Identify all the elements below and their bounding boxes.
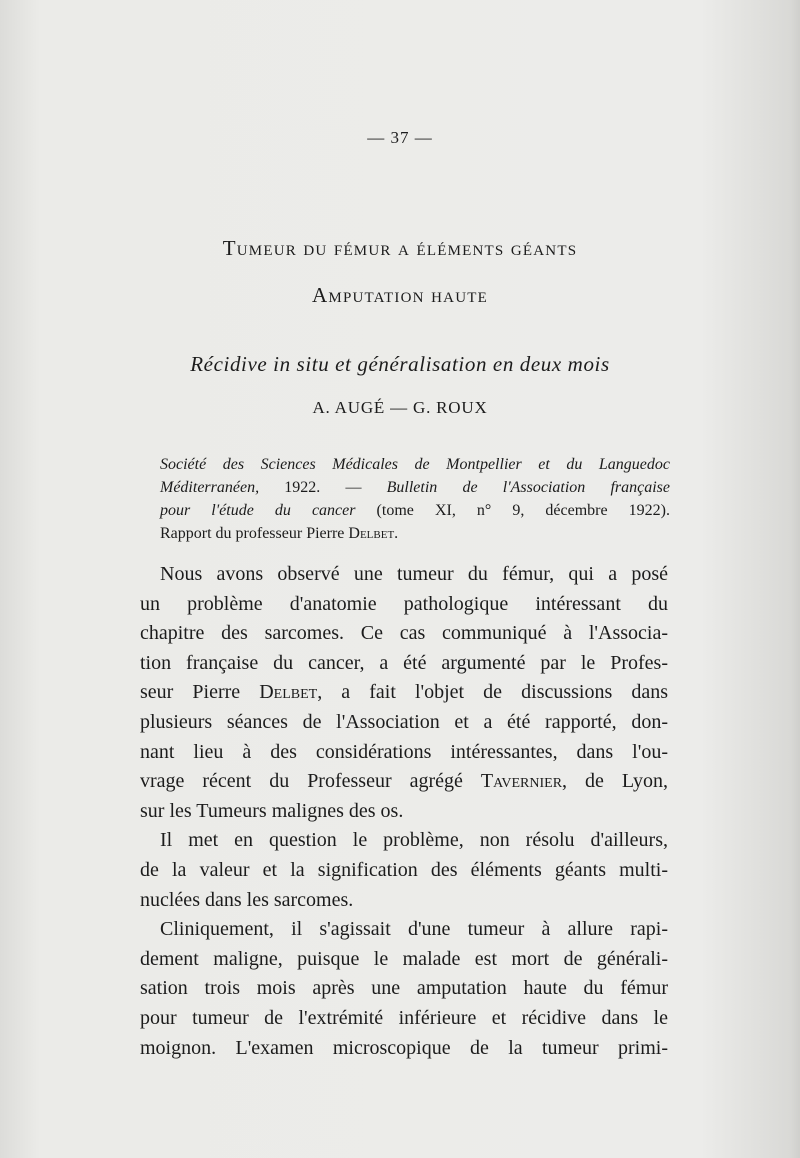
text-fragment: vrage récent du Professeur agrégé [140, 770, 481, 793]
text-line: sation trois mois après une amputation haute du fémur [140, 977, 668, 1000]
reference-period: . [394, 525, 399, 542]
text-fragment: seur Pierre [140, 681, 260, 704]
text-line: un problème d'anatomie pathologique intéressant du [140, 592, 668, 615]
text-line: de la valeur et la signification des éléments géants multi- [140, 858, 668, 881]
body-text [140, 560, 668, 1063]
article-title-line-1: Tumeur du fémur a éléments géants [222, 236, 578, 260]
authors: A. AUGÉ — G. ROUX [312, 398, 488, 417]
text-fragment: , de Lyon, [562, 770, 668, 793]
reference-professor-name: Delbet [348, 525, 395, 542]
text-line: Il met en question le problème, non résolu d'ailleurs, [160, 829, 668, 852]
text-line [140, 767, 668, 797]
text-line: moignon. L'examen microscopique de la tumeur primi- [140, 1036, 668, 1059]
reference-bulletin: Bulletin de l'Association française [386, 479, 670, 496]
article-subtitle: Récidive in situ et généralisation en deux mois [190, 352, 610, 376]
reference-line [160, 453, 670, 476]
reference-society-end: Méditerranéen, [160, 479, 260, 496]
reference-line [160, 499, 670, 522]
reference-year: 1922. — [259, 479, 387, 496]
text-line: nant lieu à des considérations intéressantes, dans l'ou- [140, 740, 668, 763]
reference-line [160, 522, 670, 545]
reference-society: Société des Sciences Médicales de Montpellier et du Languedoc [160, 456, 670, 473]
bibliographic-reference [160, 453, 670, 545]
text-line: tion française du cancer, a été argumenté par le Profes- [140, 651, 668, 674]
article-title-line-2: Amputation haute [312, 283, 488, 307]
text-line: plusieurs séances de l'Association et a été rapporté, don- [140, 710, 668, 733]
text-line [140, 678, 668, 708]
text-line: nuclées dans les sarcomes. [140, 888, 354, 911]
reference-report: Rapport du professeur Pierre [160, 525, 349, 542]
name-tavernier: Tavernier [480, 770, 563, 793]
reference-bulletin-end: pour l'étude du cancer [160, 502, 356, 519]
page-number: — 37 — [367, 128, 433, 147]
text-line: Nous avons observé une tumeur du fémur, qui a posé [160, 563, 668, 585]
text-line: Cliniquement, il s'agissait d'une tumeur à allure rapi- [160, 918, 668, 941]
reference-volume: (tome XI, n° 9, décembre 1922). [355, 502, 670, 519]
text-line: sur les Tumeurs malignes des os. [140, 799, 404, 822]
text-line: pour tumeur de l'extrémité inférieure et récidive dans le [140, 1006, 668, 1029]
text-line: dement maligne, puisque le malade est mort de générali- [140, 947, 668, 970]
reference-line [160, 476, 670, 499]
text-line: chapitre des sarcomes. Ce cas communiqué à l'Associa- [140, 622, 668, 645]
text-fragment: , a fait l'objet de discussions dans [317, 681, 668, 704]
name-delbet: Delbet [259, 681, 318, 704]
